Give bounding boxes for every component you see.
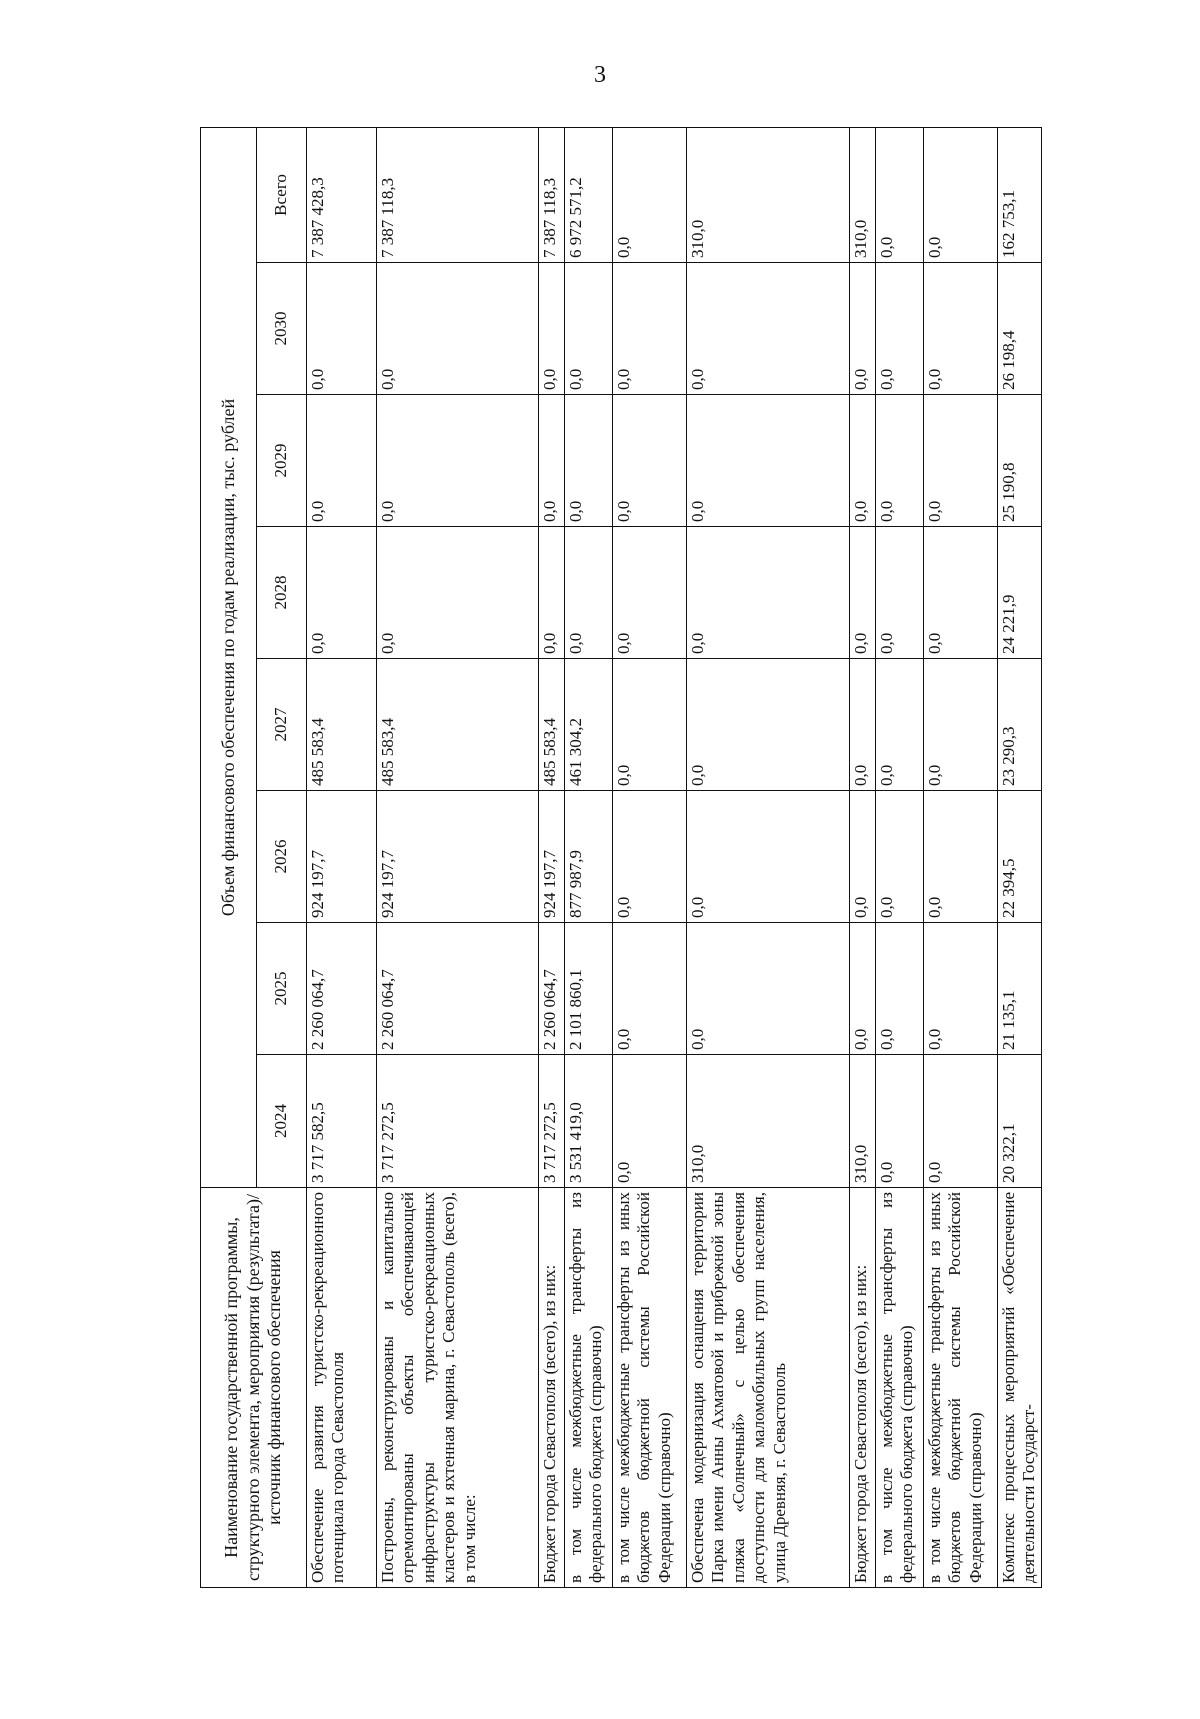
row-value-cell: 0,0 bbox=[876, 659, 924, 791]
row-value-cell: 0,0 bbox=[613, 1055, 687, 1188]
row-value-cell: 26 198,4 bbox=[998, 263, 1042, 395]
row-total-cell: 310,0 bbox=[850, 127, 876, 262]
row-value-cell: 0,0 bbox=[924, 659, 998, 791]
row-value-cell: 0,0 bbox=[687, 659, 850, 791]
year-header: 2028 bbox=[257, 527, 307, 659]
row-name-cell: Бюджет города Севастополя (всего), из них: bbox=[539, 1188, 565, 1588]
row-value-cell: 924 197,7 bbox=[539, 791, 565, 923]
row-value-cell: 0,0 bbox=[687, 395, 850, 527]
volume-header: Объем финансового обеспечения по годам реализации, тыс. рублей bbox=[201, 127, 257, 1187]
row-total-cell: 7 387 118,3 bbox=[377, 127, 539, 262]
row-value-cell: 0,0 bbox=[565, 395, 613, 527]
row-value-cell: 0,0 bbox=[613, 791, 687, 923]
row-value-cell: 0,0 bbox=[850, 659, 876, 791]
row-value-cell: 0,0 bbox=[377, 527, 539, 659]
row-value-cell: 0,0 bbox=[377, 263, 539, 395]
year-header: 2027 bbox=[257, 659, 307, 791]
row-value-cell: 24 221,9 bbox=[998, 527, 1042, 659]
row-value-cell: 0,0 bbox=[565, 263, 613, 395]
table-row bbox=[565, 127, 613, 1587]
row-value-cell: 0,0 bbox=[613, 395, 687, 527]
row-value-cell: 2 260 064,7 bbox=[539, 923, 565, 1055]
row-value-cell: 3 717 272,5 bbox=[377, 1055, 539, 1188]
total-header: Всего bbox=[257, 127, 307, 262]
row-value-cell: 0,0 bbox=[924, 791, 998, 923]
table-row bbox=[539, 127, 565, 1587]
row-value-cell: 461 304,2 bbox=[565, 659, 613, 791]
row-value-cell: 485 583,4 bbox=[377, 659, 539, 791]
row-value-cell: 0,0 bbox=[565, 527, 613, 659]
table-row bbox=[377, 127, 539, 1587]
row-value-cell: 0,0 bbox=[613, 263, 687, 395]
table-body bbox=[307, 127, 1042, 1587]
row-value-cell: 20 322,1 bbox=[998, 1055, 1042, 1188]
row-value-cell: 0,0 bbox=[613, 527, 687, 659]
row-value-cell: 0,0 bbox=[687, 263, 850, 395]
row-name-cell: в том числе межбюджетные трансферты из федерального бюджета (справочно) bbox=[565, 1188, 613, 1588]
row-value-cell: 310,0 bbox=[850, 1055, 876, 1188]
row-total-cell: 7 387 118,3 bbox=[539, 127, 565, 262]
row-value-cell: 0,0 bbox=[687, 923, 850, 1055]
row-value-cell: 0,0 bbox=[687, 791, 850, 923]
row-value-cell: 0,0 bbox=[613, 923, 687, 1055]
row-name-cell: Бюджет города Севастополя (всего), из них: bbox=[850, 1188, 876, 1588]
row-total-cell: 0,0 bbox=[924, 127, 998, 262]
name-column-header: Наименование государственной программы, структурного элемента, мероприятия (результата)/источник финансового обеспечения bbox=[201, 1188, 307, 1588]
row-value-cell: 0,0 bbox=[687, 527, 850, 659]
row-value-cell: 2 260 064,7 bbox=[307, 923, 377, 1055]
row-name-cell: Комплекс процессных мероприятий «Обеспечение деятельности Государст- bbox=[998, 1188, 1042, 1588]
row-value-cell: 25 190,8 bbox=[998, 395, 1042, 527]
year-header: 2024 bbox=[257, 1055, 307, 1188]
table-row bbox=[613, 127, 687, 1587]
row-value-cell: 0,0 bbox=[924, 527, 998, 659]
year-header: 2025 bbox=[257, 923, 307, 1055]
row-name-cell: в том числе межбюджетные трансферты из иных бюджетов бюджетной системы Российской Федерации (справочно) bbox=[613, 1188, 687, 1588]
table-row bbox=[687, 127, 850, 1587]
row-name-cell: Обеспечение развития туристско-рекреационного потенциала города Севастополя bbox=[307, 1188, 377, 1588]
table-row bbox=[307, 127, 377, 1587]
row-value-cell: 0,0 bbox=[850, 923, 876, 1055]
row-value-cell: 0,0 bbox=[924, 1055, 998, 1188]
year-header: 2029 bbox=[257, 395, 307, 527]
row-total-cell: 162 753,1 bbox=[998, 127, 1042, 262]
row-name-cell: Обеспечена модернизация оснащения территории Парка имени Анны Ахматовой и прибрежной зоны пляжа «Солнечный» с целью обеспечения доступности для маломобильных групп населения, улица Древняя, г. Севастополь bbox=[687, 1188, 850, 1588]
row-value-cell: 0,0 bbox=[377, 395, 539, 527]
year-header: 2026 bbox=[257, 791, 307, 923]
row-name-cell: в том числе межбюджетные трансферты из федерального бюджета (справочно) bbox=[876, 1188, 924, 1588]
row-value-cell: 0,0 bbox=[539, 527, 565, 659]
row-value-cell: 0,0 bbox=[924, 395, 998, 527]
row-value-cell: 0,0 bbox=[876, 263, 924, 395]
row-value-cell: 3 717 272,5 bbox=[539, 1055, 565, 1188]
table-header bbox=[201, 127, 307, 1587]
row-value-cell: 0,0 bbox=[613, 659, 687, 791]
row-value-cell: 877 987,9 bbox=[565, 791, 613, 923]
row-value-cell: 0,0 bbox=[876, 527, 924, 659]
row-value-cell: 0,0 bbox=[876, 923, 924, 1055]
row-name-cell: в том числе межбюджетные трансферты из иных бюджетов бюджетной системы Российской Федерации (справочно) bbox=[924, 1188, 998, 1588]
page-number: 3 bbox=[594, 62, 606, 88]
row-value-cell: 0,0 bbox=[924, 263, 998, 395]
row-name-cell: Построены, реконструированы и капитально отремонтированы объекты обеспечивающей инфраструктуры туристско-рекреационных кластеров и яхтенная марина, г. Севастополь (всего), в том числе: bbox=[377, 1188, 539, 1588]
row-value-cell: 2 260 064,7 bbox=[377, 923, 539, 1055]
row-value-cell: 485 583,4 bbox=[307, 659, 377, 791]
row-value-cell: 3 531 419,0 bbox=[565, 1055, 613, 1188]
row-total-cell: 0,0 bbox=[876, 127, 924, 262]
row-value-cell: 0,0 bbox=[850, 263, 876, 395]
row-value-cell: 0,0 bbox=[307, 395, 377, 527]
table-row bbox=[924, 127, 998, 1587]
row-value-cell: 3 717 582,5 bbox=[307, 1055, 377, 1188]
rotated-table-container bbox=[200, 128, 1092, 1588]
row-value-cell: 0,0 bbox=[539, 395, 565, 527]
row-value-cell: 0,0 bbox=[876, 791, 924, 923]
row-total-cell: 310,0 bbox=[687, 127, 850, 262]
row-value-cell: 21 135,1 bbox=[998, 923, 1042, 1055]
year-header: 2030 bbox=[257, 263, 307, 395]
row-value-cell: 924 197,7 bbox=[307, 791, 377, 923]
row-value-cell: 485 583,4 bbox=[539, 659, 565, 791]
row-value-cell: 0,0 bbox=[850, 395, 876, 527]
row-value-cell: 2 101 860,1 bbox=[565, 923, 613, 1055]
row-total-cell: 0,0 bbox=[613, 127, 687, 262]
row-value-cell: 0,0 bbox=[307, 263, 377, 395]
row-total-cell: 6 972 571,2 bbox=[565, 127, 613, 262]
row-value-cell: 0,0 bbox=[876, 1055, 924, 1188]
row-value-cell: 22 394,5 bbox=[998, 791, 1042, 923]
row-value-cell: 0,0 bbox=[307, 527, 377, 659]
row-total-cell: 7 387 428,3 bbox=[307, 127, 377, 262]
row-value-cell: 924 197,7 bbox=[377, 791, 539, 923]
row-value-cell: 23 290,3 bbox=[998, 659, 1042, 791]
row-value-cell: 0,0 bbox=[539, 263, 565, 395]
row-value-cell: 0,0 bbox=[850, 527, 876, 659]
table-row bbox=[850, 127, 876, 1587]
row-value-cell: 0,0 bbox=[876, 395, 924, 527]
row-value-cell: 0,0 bbox=[924, 923, 998, 1055]
table-row bbox=[998, 127, 1042, 1587]
financing-table bbox=[200, 127, 1042, 1588]
row-value-cell: 310,0 bbox=[687, 1055, 850, 1188]
row-value-cell: 0,0 bbox=[850, 791, 876, 923]
table-row bbox=[876, 127, 924, 1587]
